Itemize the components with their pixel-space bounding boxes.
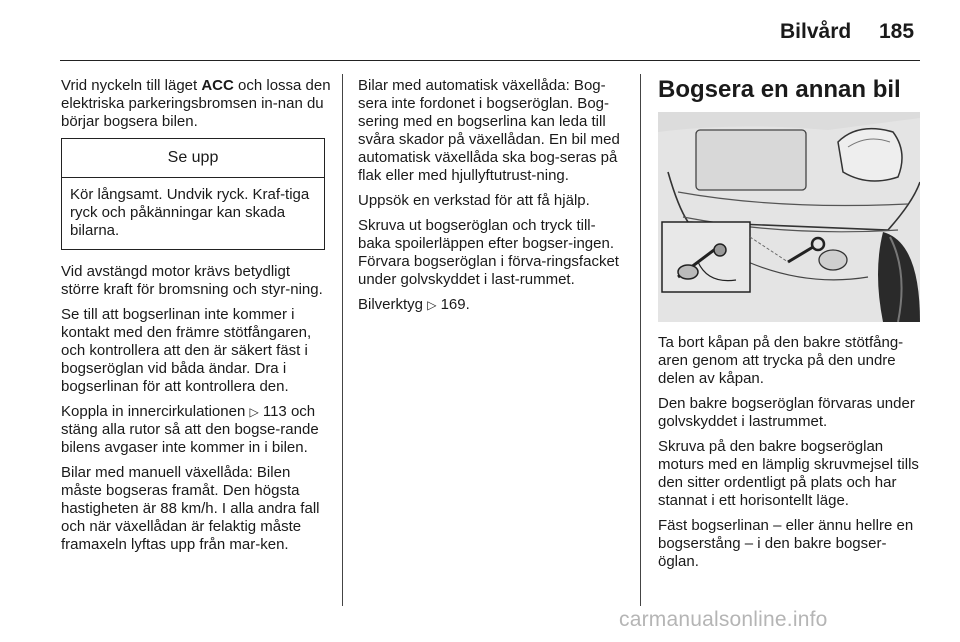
page-number: 185: [879, 20, 915, 43]
paragraph-with-reference: Bilverktyg ▷ 169.: [358, 296, 470, 313]
page-reference-arrow-icon: ▷: [427, 298, 437, 312]
warning-title: Se upp: [62, 139, 324, 178]
page-header-title: Bilvård: [780, 20, 852, 43]
page-reference-link[interactable]: 113: [262, 403, 287, 420]
tow-hook-illustration: [658, 112, 920, 322]
warning-box: [61, 138, 325, 250]
paragraph: Uppsök en verkstad för att få hjälp.: [358, 192, 590, 209]
column-2: [358, 77, 626, 321]
rear-bumper-tow-eye-icon: [658, 112, 920, 322]
paragraph: Bilar med manuell växellåda: Bilen måste bogseras framåt. Den högsta hastigheten är 88 km/h. I alla andra fall och när växellådan är felaktig måste framaxeln lyftas upp från mar-ken.: [61, 464, 320, 553]
page-reference-arrow-icon: ▷: [249, 405, 259, 419]
paragraph: Den bakre bogseröglan förvaras under golvskyddet i lastrummet.: [658, 395, 915, 430]
paragraph: Skruva ut bogseröglan och tryck till-baka spoilerläppen efter bogser-ingen. Förvara bogseröglan i förva-ringsfacket under golvskyddet i last-rummet.: [358, 217, 619, 288]
header-rule: [60, 60, 920, 61]
column-divider: [640, 74, 641, 606]
paragraph: Bilar med automatisk växellåda: Bog-sera inte fordonet i bogseröglan. Bog-sering med en bogserlina kan leda till svåra skador på växellådan. En bil med automatisk växellåda ska bog-seras på flak eller med hjullyftutrust-ning.: [358, 77, 620, 184]
paragraph: Ta bort kåpan på den bakre stötfång-aren genom att trycka på den undre delen av kåpan.: [658, 334, 904, 387]
column-1: [61, 77, 331, 561]
paragraph: Vid avstängd motor krävs betydligt större kraft för bromsning och styr-ning.: [61, 263, 323, 298]
column-divider: [342, 74, 343, 606]
intro-paragraph: Vrid nyckeln till läget ACC och lossa den elektriska parkeringsbromsen in-nan du börjar bogsera bilen.: [61, 77, 331, 130]
watermark: carmanualsonline.info: [619, 608, 828, 631]
paragraph: Se till att bogserlinan inte kommer i kontakt med den främre stötfångaren, och kontrollera att den är säkert fäst i bogseröglan vid båda ändar. Dra i bogserlinan för att kontrollera den.: [61, 306, 312, 395]
warning-text: Kör långsamt. Undvik ryck. Kraf-tiga ryck och påkänningar kan skada bilarna.: [70, 186, 310, 239]
paragraph-with-reference: Koppla in innercirkulationen ▷ 113 och stäng alla rutor så att den bogse-rande bilens avgaser inte kommer in i bilen.: [61, 403, 319, 456]
paragraph: Skruva på den bakre bogseröglan moturs med en lämplig skruvmejsel tills den sitter ordentligt på plats och har stannat i ett horisontellt läge.: [658, 438, 919, 509]
page-reference-link[interactable]: 169.: [440, 296, 470, 313]
column-3: [658, 334, 920, 578]
section-heading: Bogsera en annan bil: [658, 76, 901, 103]
paragraph: Fäst bogserlinan – eller ännu hellre en bogserstång – i den bakre bogser-öglan.: [658, 517, 914, 570]
